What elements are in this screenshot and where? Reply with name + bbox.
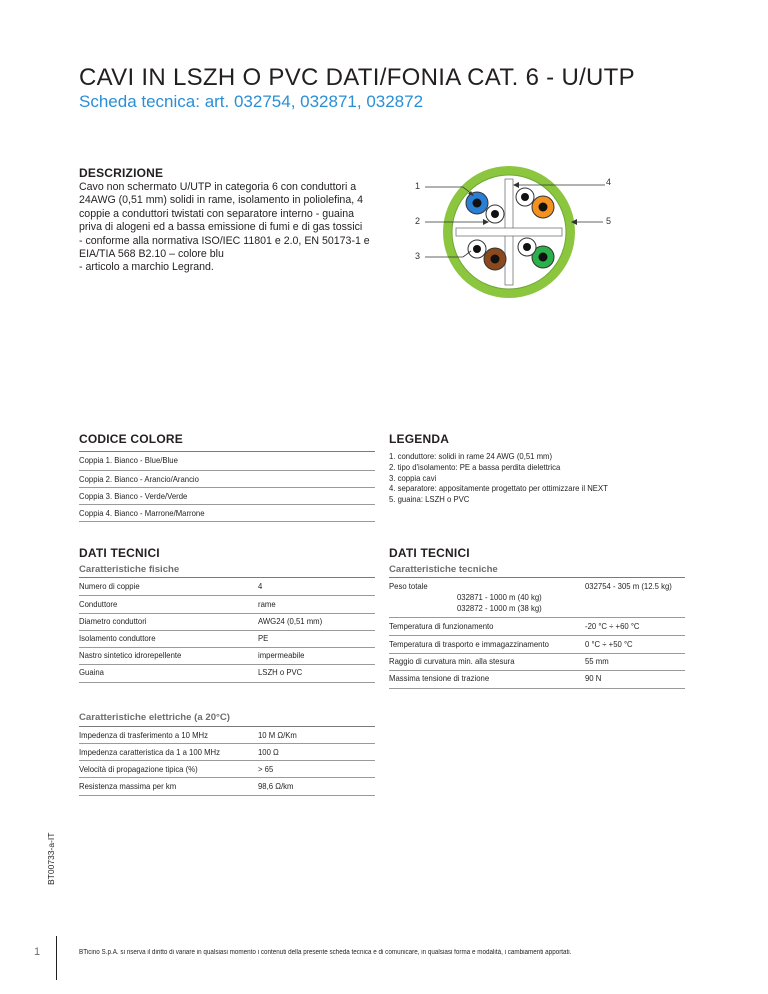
pair1-core bbox=[473, 199, 482, 208]
divider bbox=[79, 470, 375, 471]
spec-value: rame bbox=[258, 599, 276, 609]
pair1-white-core bbox=[491, 210, 499, 218]
spec-label: Impedenza caratteristica da 1 a 100 MHz bbox=[79, 747, 221, 757]
spec-label: Velocità di propagazione tipica (%) bbox=[79, 764, 198, 774]
pair2-white-core bbox=[521, 193, 529, 201]
divider bbox=[79, 726, 375, 727]
spec-value: -20 °C ÷ +60 °C bbox=[585, 621, 640, 631]
divider bbox=[79, 595, 375, 596]
divider bbox=[389, 635, 685, 636]
legenda-heading: LEGENDA bbox=[389, 432, 450, 446]
legenda-item: 4. separatore: appositamente progettato per ottimizzare il NEXT bbox=[389, 483, 608, 494]
legenda-item: 3. coppia cavi bbox=[389, 472, 437, 483]
divider bbox=[79, 504, 375, 505]
caratteristiche-elettriche-heading: Caratteristiche elettriche (a 20°C) bbox=[79, 712, 230, 723]
spec-value: 98,6 Ω/km bbox=[258, 781, 294, 791]
callout-label-3: 3 bbox=[415, 251, 421, 261]
spec-value: 90 N bbox=[585, 673, 602, 683]
descrizione-line: priva di alogeni ed a bassa emissione di fumi e di gas tossici bbox=[79, 221, 363, 234]
color-code-row: Coppia 2. Bianco - Arancio/Arancio bbox=[79, 474, 199, 484]
divider bbox=[79, 664, 375, 665]
page-title: CAVI IN LSZH O PVC DATI/FONIA CAT. 6 - U/UTP bbox=[79, 64, 635, 91]
divider bbox=[79, 760, 375, 761]
spec-value: LSZH o PVC bbox=[258, 667, 303, 677]
page-subtitle: Scheda tecnica: art. 032754, 032871, 032872 bbox=[79, 92, 424, 111]
divider bbox=[79, 795, 375, 796]
pair4-core bbox=[491, 255, 500, 264]
spec-value: impermeabile bbox=[258, 650, 305, 660]
divider bbox=[79, 487, 375, 488]
descrizione-line: - articolo a marchio Legrand. bbox=[79, 261, 214, 274]
divider bbox=[389, 670, 685, 671]
divider bbox=[79, 521, 375, 522]
spec-label: Numero di coppie bbox=[79, 581, 140, 591]
color-code-row: Coppia 4. Bianco - Marrone/Marrone bbox=[79, 508, 205, 518]
footer-disclaimer: BTicino S.p.A. si riserva il diritto di variare in qualsiasi momento i contenuti della presente scheda tecnica e di comunicare, in qualsiasi forma e modalità, i cambiamenti apportati. bbox=[79, 949, 572, 956]
pair3-white-core bbox=[523, 243, 531, 251]
legenda-item: 1. conduttore: solidi in rame 24 AWG (0,51 mm) bbox=[389, 451, 553, 461]
spec-label: Temperatura di trasporto e immagazzinamento bbox=[389, 639, 549, 649]
divider bbox=[79, 613, 375, 614]
spec-value: AWG24 (0,51 mm) bbox=[258, 616, 323, 626]
spec-label: Temperatura di funzionamento bbox=[389, 621, 494, 631]
spec-value-extra: 032871 - 1000 m (40 kg) bbox=[457, 592, 542, 602]
spec-label: Massima tensione di trazione bbox=[389, 673, 490, 683]
page-number: 1 bbox=[34, 946, 41, 958]
spec-value: 10 M Ω/Km bbox=[258, 730, 297, 740]
spec-value: 55 mm bbox=[585, 656, 609, 666]
spec-label: Isolamento conduttore bbox=[79, 633, 156, 643]
pair2-core bbox=[539, 203, 548, 212]
spec-value: > 65 bbox=[258, 764, 274, 774]
divider bbox=[79, 577, 375, 578]
callout-label-2: 2 bbox=[415, 216, 421, 226]
spec-value: 100 Ω bbox=[258, 747, 279, 757]
descrizione-line: Cavo non schermato U/UTP in categoria 6 con conduttori a bbox=[79, 181, 357, 193]
spec-label: Resistenza massima per km bbox=[79, 781, 177, 791]
pair4-white-core bbox=[473, 245, 481, 253]
spec-value: 032754 - 305 m (12.5 kg) bbox=[585, 581, 672, 591]
divider bbox=[79, 777, 375, 778]
dati-tecnici-heading-left: DATI TECNICI bbox=[79, 546, 160, 560]
descrizione-line: EIA/TIA 568 B2.10 – colore blu bbox=[79, 248, 224, 261]
spec-label: Diametro conduttori bbox=[79, 616, 147, 626]
spec-label: Impedenza di trasferimento a 10 MHz bbox=[79, 730, 208, 740]
spec-value: 0 °C ÷ +50 °C bbox=[585, 639, 633, 649]
descrizione-text bbox=[79, 181, 374, 275]
divider bbox=[389, 617, 685, 618]
spec-label: Raggio di curvatura min. alla stesura bbox=[389, 656, 515, 666]
color-code-row: Coppia 3. Bianco - Verde/Verde bbox=[79, 491, 188, 501]
divider bbox=[389, 653, 685, 654]
descrizione-line: coppie a conduttori twistati con separatore interno - guaina bbox=[79, 207, 355, 220]
divider bbox=[79, 682, 375, 683]
spec-value: 4 bbox=[258, 581, 263, 591]
spec-label: Nastro sintetico idrorepellente bbox=[79, 650, 182, 660]
callout-label-4: 4 bbox=[606, 177, 612, 187]
caratteristiche-tecniche-heading: Caratteristiche tecniche bbox=[389, 564, 498, 575]
legenda-list bbox=[389, 451, 608, 505]
callout-label-1: 1 bbox=[415, 181, 421, 191]
document-code: BT00733-a-IT bbox=[46, 832, 56, 885]
callout-label-5: 5 bbox=[606, 216, 612, 226]
spec-value: PE bbox=[258, 633, 269, 643]
descrizione-line: 24AWG (0,51 mm) solidi in rame, isolamento in poliolefina, 4 bbox=[79, 194, 363, 207]
dati-tecnici-heading-right: DATI TECNICI bbox=[389, 546, 470, 560]
divider bbox=[389, 577, 685, 578]
legenda-item: 5. guaina: LSZH o PVC bbox=[389, 494, 470, 505]
descrizione-heading: DESCRIZIONE bbox=[79, 166, 164, 180]
caratteristiche-fisiche-heading: Caratteristiche fisiche bbox=[79, 564, 180, 575]
spec-label: Conduttore bbox=[79, 599, 118, 609]
legenda-item: 2. tipo d'isolamento: PE a bassa perdita dielettrica bbox=[389, 461, 561, 472]
spec-label: Guaina bbox=[79, 667, 104, 677]
page-marker-bar bbox=[56, 936, 57, 980]
spec-label: Peso totale bbox=[389, 581, 428, 591]
separator-horizontal bbox=[456, 228, 562, 236]
divider bbox=[79, 743, 375, 744]
divider bbox=[79, 451, 375, 452]
spec-value-extra: 032872 - 1000 m (38 kg) bbox=[457, 603, 542, 613]
pair3-core bbox=[539, 253, 548, 262]
divider bbox=[79, 647, 375, 648]
divider bbox=[79, 630, 375, 631]
descrizione-line: - conforme alla normativa ISO/IEC 11801 e 2.0, EN 50173-1 e bbox=[79, 234, 370, 247]
codice-colore-heading: CODICE COLORE bbox=[79, 432, 183, 446]
divider bbox=[389, 688, 685, 689]
color-code-row: Coppia 1. Bianco - Blue/Blue bbox=[79, 455, 178, 465]
